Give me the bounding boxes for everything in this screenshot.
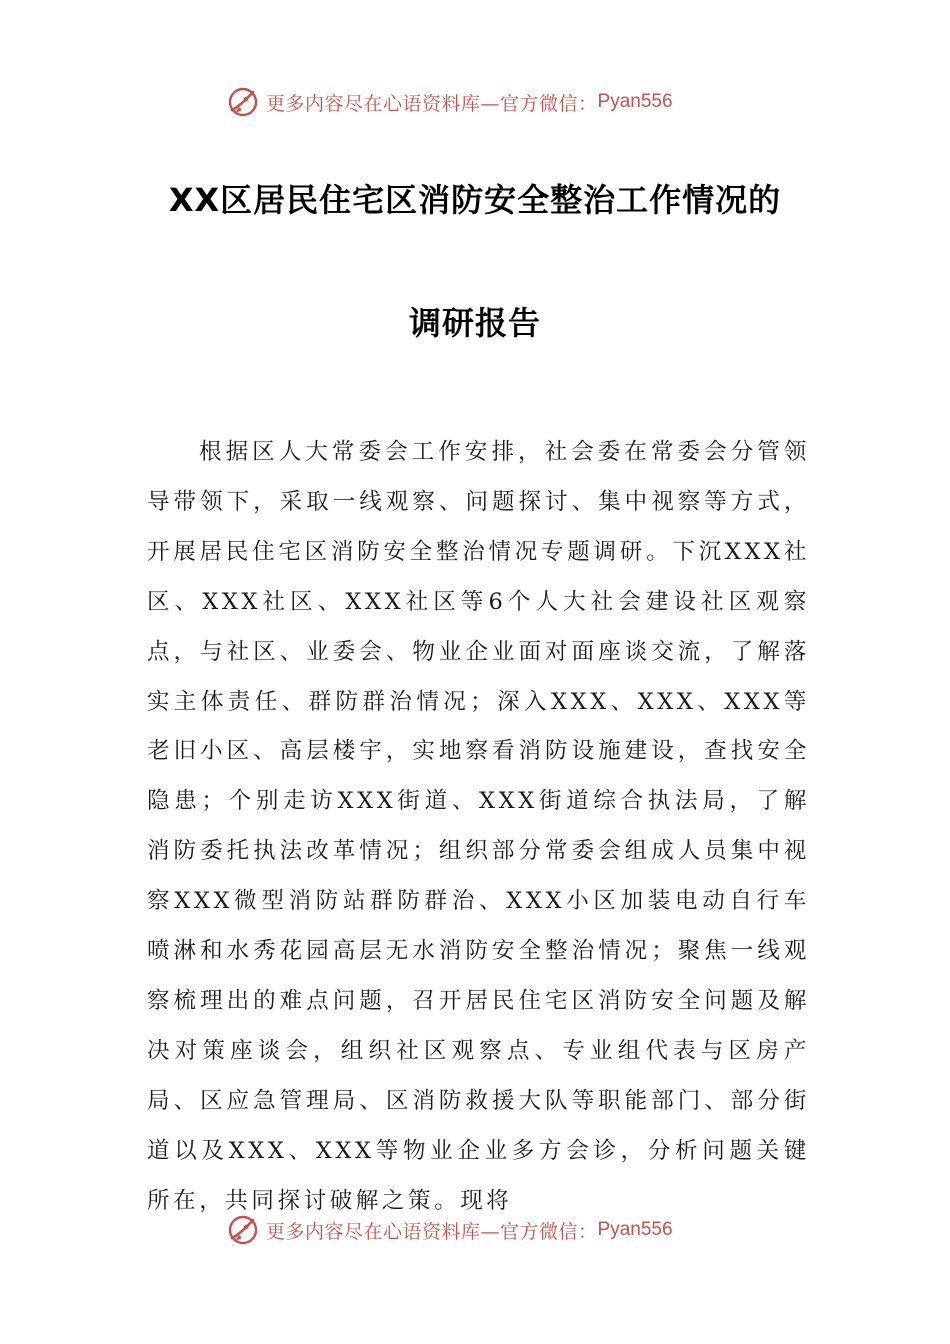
watermark-text: 更多内容尽在心语资料库—官方微信：: [266, 1220, 598, 1243]
body-paragraph: 根据区人大常委会工作安排，社会委在常委会分管领导带领下，采取一线观察、问题探讨、集中视察等方式，开展居民住宅区消防安全整治情况专题调研。下沉XXX社区、XXX社区、XXX社区等6个人大社会建设社区观察点，与社区、业委会、物业企业面对面座谈交流，了解落实主体责任、群防群治情况；深入XXX、XXX、XXX等老旧小区、高层楼宇，实地察看消防设施建设，查找安全隐患；个别走访XXX街道、XXX街道综合执法局，了解消防委托执法改革情况；组织部分常委会组成人员集中视察XXX微型消防站群防群治、XXX小区加装电动自行车喷淋和水秀花园高层无水消防安全整治情况；聚焦一线观察梳理出的难点问题，召开居民住宅区消防安全问题及解决对策座谈会，组织社区观察点、专业组代表与区房产局、区应急管理局、区消防救援大队等职能部门、部分街道以及XXX、XXX等物业企业多方会诊，分析问题关键所在，共同探讨破解之策。现将: [147, 439, 810, 1214]
watermark-text: 更多内容尽在心语资料库—官方微信：: [266, 92, 598, 115]
footer-watermark: [226, 1212, 673, 1248]
document-title-line2: 调研报告: [408, 304, 541, 342]
watermark-wechat-id: Pyan556: [597, 1219, 673, 1240]
watermark-wechat-id: Pyan556: [597, 91, 673, 112]
document-title-line1: XX区居民住宅区消防安全整治工作情况的: [168, 181, 782, 219]
header-watermark: [226, 84, 673, 120]
pen-nib-circle-icon: [226, 85, 260, 119]
pen-nib-circle-icon: [226, 1213, 260, 1247]
